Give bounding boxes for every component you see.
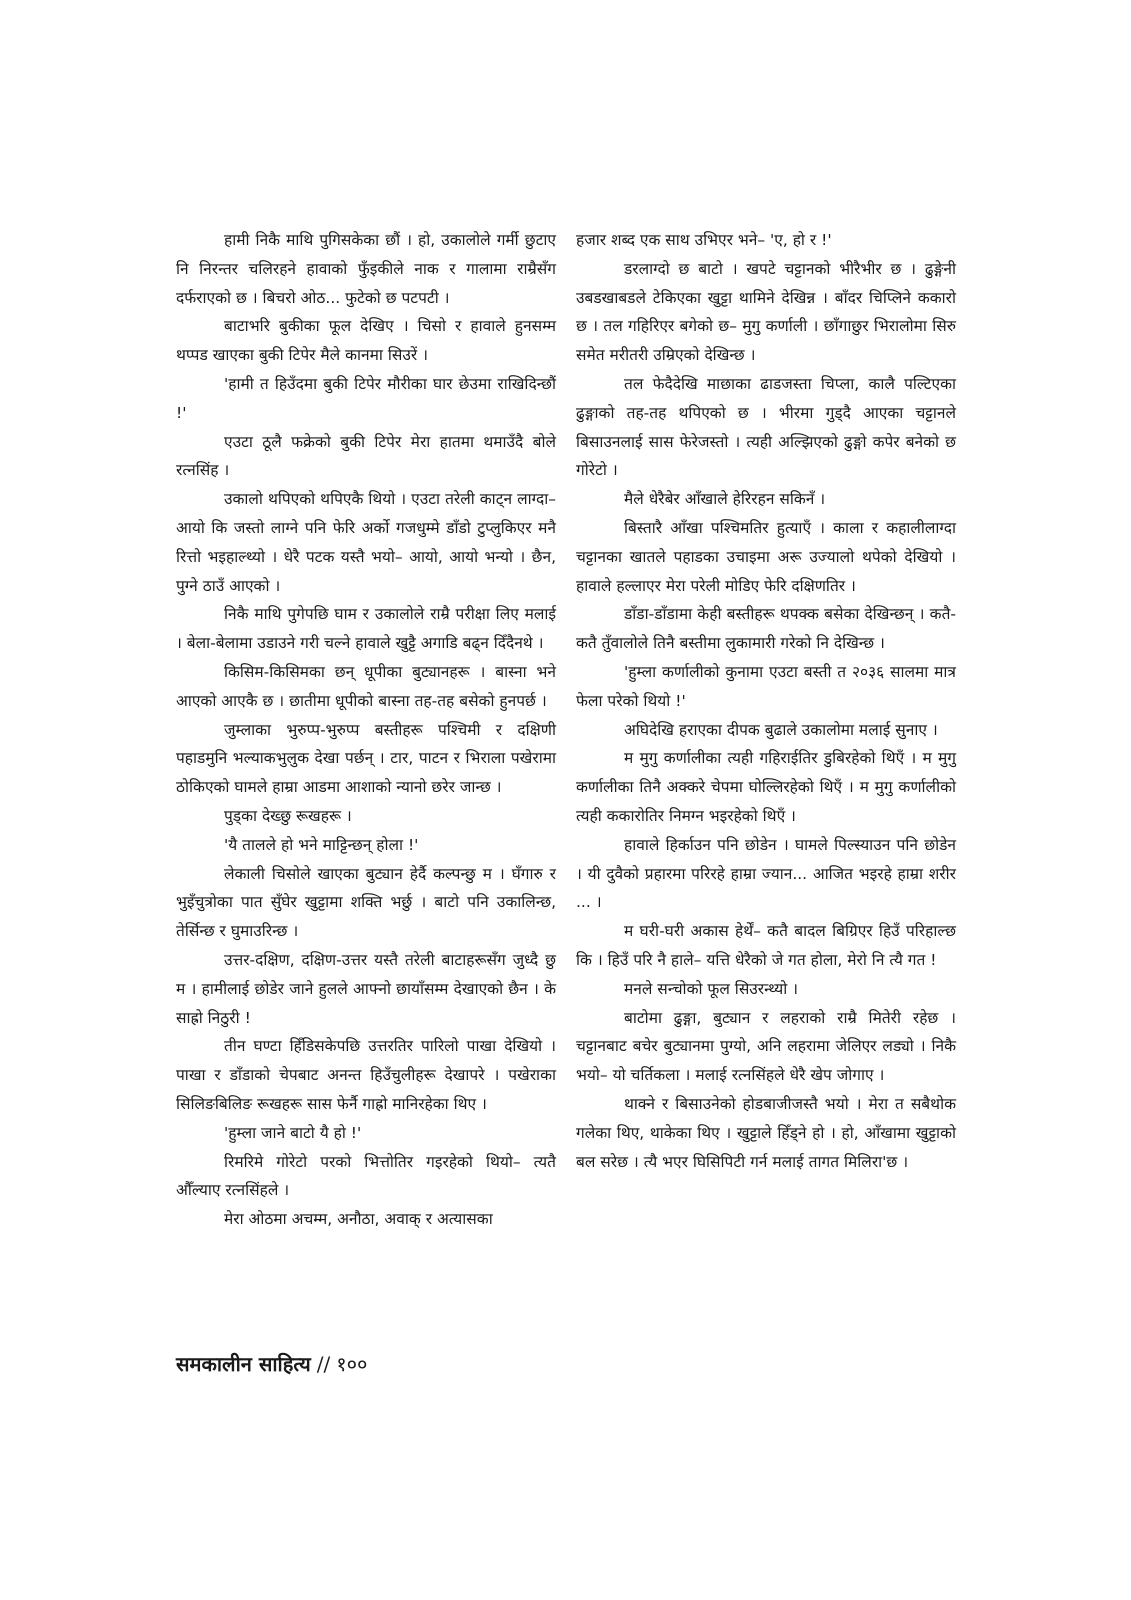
paragraph: बिस्तारै आँखा पश्चिमतिर हुत्याएँ । काला र कहालीलाग्दा चट्टानका खातले पहाडका उचाइमा अरू उज्यालो थपेको देखियो । हावाले हल्लाएर मेरा परेली मोडिए फेरि दक्षिणतिर । xyxy=(576,518,956,595)
paragraph: हामी निकै माथि पुगिसकेका छौं । हो, उकालोले गर्मी छुटाए नि निरन्तर चलिरहने हावाको फुँइकीले नाक र गालामा राम्रैसँग दर्फराएको छ । बिचरो ओठ... फुटेको छ पटपटी । xyxy=(176,231,556,307)
paragraph-continued: हजार शब्द एक साथ उभिएर भने– 'ए, हो र !' xyxy=(576,231,832,249)
paragraph: उकालो थपिएको थपिएकै थियो । एउटा तरेली काट्न लाग्दा– आयो कि जस्तो लाग्ने पनि फेरि अर्को गजधुम्मे डाँडो टुप्लुकिएर मनै रित्तो भइहाल्थ्यो । धेरै पटक यस्तै भयो– आयो, आयो भन्यो । छैन, पुग्ने ठाउँ आएको । xyxy=(176,490,556,595)
page-number: १०० xyxy=(336,1352,368,1376)
paragraph: 'हुम्ला जाने बाटो यै हो !' xyxy=(224,1123,362,1142)
paragraph: मैले धेरैबेर आँखाले हेरिरहन सकिनँ । xyxy=(624,490,826,509)
right-text-column xyxy=(576,226,956,1176)
paragraph: थाक्ने र बिसाउनेको होडबाजीजस्तै भयो । मेरा त सबैथोक गलेका थिए, थाकेका थिए । खुट्टाले हिँड्ने हो । हो, आँखामा खुट्टाको बल सरेछ । त्यै भएर घिसिपिटी गर्न मलाई तागत मिलिरा'छ । xyxy=(576,1094,956,1171)
paragraph: अघिदेखि हराएका दीपक बुढाले उकालोमा मलाई सुनाए । xyxy=(624,720,938,739)
paragraph: बाटोमा ढुङ्गा, बुट्यान र लहराको राम्रै मितेरी रहेछ । चट्टानबाट बचेर बुट्यानमा पुग्यो, अनि लहरामा जेलिएर लड्यो । निकै भयो– यो चर्तिकला । मलाई रत्नसिंहले धेरै खेप जोगाए । xyxy=(576,1008,956,1085)
paragraph: 'यै तालले हो भने माट्टिन्छन् होला !' xyxy=(224,835,419,854)
paragraph: उत्तर-दक्षिण, दक्षिण-उत्तर यस्तै तरेली बाटाहरूसँग जुध्दै छु म । हामीलाई छोडेर जाने हुलले आफ्नो छायाँसम्म देखाएको छैन । के साह्रो निठुरी ! xyxy=(176,950,556,1027)
paragraph: किसिम-किसिमका छन् धूपीका बुट्यानहरू । बास्ना भने आएको आएकै छ । छातीमा धूपीको बास्ना तह-तह बसेको हुनपर्छ । xyxy=(176,662,556,710)
paragraph: मनले सन्चोको फूल सिउरन्थ्यो । xyxy=(624,979,799,998)
footer-separator: // xyxy=(316,1352,331,1376)
paragraph: बाटाभरि बुकीका फूल देखिए । चिसो र हावाले हुनसम्म थप्पड खाएका बुकी टिपेर मैले कानमा सिउरें । xyxy=(176,317,556,365)
paragraph: लेकाली चिसोले खाएका बुट्यान हेर्दै कल्पन्छु म । घँगारु र भुइँचुत्रोका पात सुँघेर खुट्टामा शक्ति भर्छु । बाटो पनि उकालिन्छ, तेर्सिन्छ र घुमाउरिन्छ । xyxy=(176,864,556,941)
paragraph: हावाले हिर्काउन पनि छोडेन । घामले पिल्स्याउन पनि छोडेन । यी दुवैको प्रहारमा परिरहे हाम्रा ज्यान... आजित भइरहे हाम्रा शरीर ... । xyxy=(576,835,956,912)
paragraph: एउटा ठूलै फक्रेको बुकी टिपेर मेरा हातमा थमाउँदै बोले रत्नसिंह । xyxy=(176,432,556,480)
paragraph: म घरी-घरी अकास हेर्थें– कतै बादल बिग्रिएर हिउँ परिहाल्छ कि । हिउँ परि नै हाले– यत्ति धेरैको जे गत होला, मेरो नि त्यै गत ! xyxy=(576,922,956,969)
journal-title: समकालीन साहित्य xyxy=(176,1352,311,1376)
paragraph: तीन घण्टा हिँडिसकेपछि उत्तरतिर पारिलो पाखा देखियो । पाखा र डाँडाको चेपबाट अनन्त हिउँचुलीहरू देखापरे । पखेराका सिलिङबिलिङ रूखहरू सास फेर्नै गाह्रो मानिरहेका थिए । xyxy=(176,1037,556,1113)
paragraph: मेरा ओठमा अचम्म, अनौठा, अवाक् र अत्यासका xyxy=(224,1210,493,1229)
paragraph: 'हामी त हिउँदमा बुकी टिपेर मौरीका घार छेउमा राखिदिन्छौं !' xyxy=(176,374,556,422)
paragraph: पुड्का देख्छु रूखहरू । xyxy=(224,806,352,825)
paragraph: 'हुम्ला कर्णालीको कुनामा एउटा बस्ती त २०३६ सालमा मात्र फेला परेको थियो !' xyxy=(576,662,956,710)
paragraph: जुम्लाका भुरुप्प-भुरुप्प बस्तीहरू पश्चिमी र दक्षिणी पहाडमुनि भल्याकभुलुक देखा पर्छन् । टार, पाटन र भिराला पखेरामा ठोकिएको घामले हाम्रा आडमा आशाको न्यानो छरेर जान्छ । xyxy=(176,720,556,797)
paragraph: निकै माथि पुगेपछि घाम र उकालोले राम्रै परीक्षा लिए मलाई । बेला-बेलामा उडाउने गरी चल्ने हावाले खुट्टै अगाडि बढ्न दिँदैनथे । xyxy=(176,605,556,653)
paragraph: डरलाग्दो छ बाटो । खपटे चट्टानको भीरैभीर छ । ढुङ्गेनी उबडखाबडले टेकिएका खुट्टा थामिने देखिन्न । बाँदर चिप्लिने ककारो छ । तल गहिरिएर बगेको छ– मुगु कर्णाली । छाँगाछुर भिरालोमा सिरु समेत मरीतरी उम्रिएको देखिन्छ । xyxy=(576,259,956,365)
paragraph: म मुगु कर्णालीका त्यही गहिराईतिर डुबिरहेको थिएँ । म मुगु कर्णालीका तिनै अक्करे चेपमा घोल्लिरहेको थिएँ । म मुगु कर्णालीको त्यही ककारोतिर निमग्न भइरहेको थिएँ । xyxy=(576,749,956,825)
page-footer xyxy=(176,1350,367,1377)
paragraph: डाँडा-डाँडामा केही बस्तीहरू थपक्क बसेका देखिन्छन् । कतै-कतै तुँवालोले तिनै बस्तीमा लुकामारी गरेको नि देखिन्छ । xyxy=(576,605,956,653)
paragraph: तल फेदैदेखि माछाका ढाडजस्ता चिप्ला, कालै पल्टिएका ढुङ्गाको तह-तह थपिएको छ । भीरमा गुड्दै आएका चट्टानले बिसाउनलाई सास फेरेजस्तो । त्यही अल्झिएको ढुङ्गो कपेर बनेको छ गोरेटो । xyxy=(576,374,956,480)
left-text-column xyxy=(176,226,556,1234)
paragraph: रिमरिमे गोरेटो परको भित्तोतिर गइरहेको थियो– त्यतै औँल्याए रत्नसिंहले । xyxy=(176,1152,556,1200)
